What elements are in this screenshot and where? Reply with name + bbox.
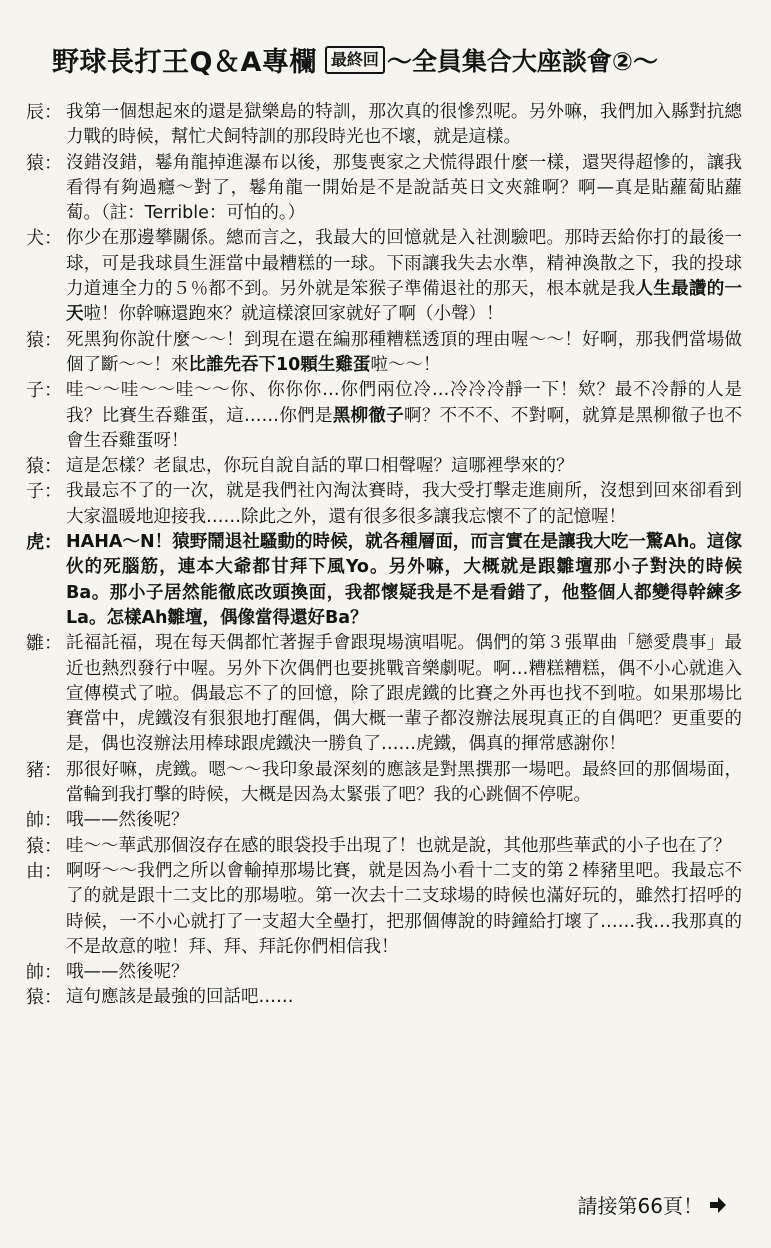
text-segment: 託福託福，現在每天偶都忙著握手會跟現場演唱呢。偶們的第３張單曲「戀愛農事」最近也熱烈發行中喔。另外下次偶們也要挑戰音樂劇呢。啊…糟糕糟糕，偶不小心就進入宣傳模式了啦。偶最忘不了的回憶，除了跟虎鐵的比賽之外再也找不到啦。如果那場比賽當中，虎鐵沒有狠狠地打醒偶，偶大概一輩子都沒辦法展現真正的自偶吧？更重要的是，偶也沒辦法用棒球跟虎鐵決一勝負了……虎鐵，偶真的揮常感謝你！: [66, 633, 742, 755]
dialogue-text: [66, 834, 742, 859]
dialogue-text: [66, 859, 742, 960]
dialogue-text: [66, 631, 742, 757]
speaker-label: 帥：: [26, 962, 62, 984]
dialogue-line: [26, 985, 742, 1010]
speaker-label: 猿：: [26, 987, 62, 1009]
dialogue-text: [66, 378, 742, 454]
text-segment: 那很好嘛，虎鐵。嗯～～我印象最深刻的應該是對黑撰那一場吧。最終回的那個場面，當輪到我打擊的時候，大概是因為太緊張了吧？我的心跳個不停呢。: [66, 759, 742, 806]
dialogue-line: [26, 328, 742, 379]
dialogue-text: [66, 960, 742, 985]
dialogue-line: [26, 960, 742, 985]
text-segment: 你少在那邊攀關係。總而言之，我最大的回憶就是入社測驗吧。那時丟給你打的最後一球，可是我球員生涯當中最糟糕的一球。下雨讓我失去水準，精神渙散之下，我的投球力道連全力的５％都不到。另外就是笨猴子準備退社的那天，根本就是我: [66, 228, 742, 300]
speaker-label: 辰：: [26, 102, 62, 123]
speaker-label: 猿：: [26, 835, 62, 857]
dialogue-line: [26, 151, 742, 227]
text-segment: 啊？不不不、不對啊，就算是黑柳徹子也不會生吞雞蛋呀！: [66, 405, 743, 451]
text-segment: 哦——然後呢？: [66, 810, 189, 831]
dialogue-line: [26, 834, 742, 859]
text-segment: HAHA～N！猿野鬧退社騷動的時候，就各種層面，而言實在是讓我大吃一驚Ah。這傢伙的死腦筋，連本大爺都甘拜下風Yo。另外嘛，大概就是跟雛壇那小子對決的時候Ba。那小子居然能徹底改頭換面，我都懷疑我是不是看錯了，他整個人都變得幹練多La。怎樣Ah雛壇，偶像當得還好Ba？: [66, 532, 742, 628]
speaker-label: 子：: [26, 481, 62, 503]
speaker-label: 猿：: [26, 329, 62, 351]
dialogue-line: [26, 631, 742, 757]
text-segment: 我最忘不了的一次，就是我們社內淘汰賽時，我大受打擊走進廁所，沒想到回來卻看到大家溫暖地迎接我……除此之外，還有很多很多讓我忘懷不了的記憶喔！: [66, 481, 742, 527]
dialogue-text: [66, 151, 742, 227]
dialogue-text: [66, 985, 742, 1010]
page-subtitle: ～全員集合大座談會②～: [386, 46, 659, 76]
speaker-label: 犬：: [26, 228, 62, 250]
speaker-label: 猿：: [26, 152, 62, 174]
dialogue-line: [26, 479, 742, 530]
dialogue-line: [26, 859, 742, 960]
dialogue-text: [66, 328, 742, 379]
text-segment: 啊呀～～我們之所以會輸掉那場比賽，就是因為小看十二支的第２棒豬里吧。我最忘不了的就是跟十二支比的那場啦。第一次去十二支球場的時候也滿好玩的，雖然打招呼的時候，一不小心就打了一支超大全壘打，把那個傳說的時鐘給打壞了……我…我那真的不是故意的啦！拜、拜、拜託你們相信我！: [66, 860, 742, 957]
text-segment: 死黑狗你說什麼～～！到現在還在編那種糟糕透頂的理由喔～～！好啊，那我們當場做個了斷～～！來: [66, 329, 742, 375]
dialogue-text: [66, 100, 742, 151]
final-badge: 最終回: [325, 46, 385, 74]
text-segment: 這句應該是最強的回話吧……: [66, 987, 294, 1008]
text-segment: 我第一個想起來的還是獄樂島的特訓，那次真的很慘烈呢。另外嘛，我們加入縣對抗總力戰的時候，幫忙犬飼特訓的那段時光也不壞，就是這樣。: [66, 102, 742, 148]
speaker-label: 由：: [26, 860, 62, 882]
dialogue-line: [26, 378, 742, 454]
speaker-label: 帥：: [26, 810, 62, 832]
dialogue-line: [26, 758, 742, 809]
speaker-label: 子：: [26, 380, 62, 402]
dialogue-line: [26, 226, 742, 327]
dialogue-line: [26, 100, 742, 151]
text-segment: 哇～～哇～～哇～～你、你你你…你們兩位冷…冷冷冷靜一下！欸？最不冷靜的人是我？比賽生吞雞蛋，這……你們是: [66, 380, 742, 426]
dialogue-text: [66, 808, 742, 833]
continue-note: [578, 1190, 727, 1219]
speaker-label: 雛：: [26, 633, 62, 655]
dialogue-line: [26, 808, 742, 833]
speaker-label: 豬：: [26, 759, 62, 781]
dialogue-line: [26, 530, 742, 631]
dialogue-text: [66, 454, 742, 479]
speaker-label: 猿：: [26, 456, 62, 478]
dialogue-text: [66, 758, 742, 809]
right-arrow-icon: [709, 1196, 727, 1214]
emphasis-text: 比誰先吞下10顆生雞蛋: [188, 354, 371, 375]
text-segment: 這是怎樣？老鼠忠，你玩自說自話的單口相聲喔？這哪裡學來的？: [66, 456, 574, 477]
text-segment: 沒錯沒錯，鬈角龍掉進瀑布以後，那隻喪家之犬慌得跟什麼一樣，還哭得超慘的，讓我看得有夠過癮～對了，鬈角龍一開始是不是說話英日文夾雜啊？啊—真是貼蘿蔔貼蘿蔔。（註：Terrible：可怕的。）: [66, 152, 742, 224]
dialogue-text: [66, 226, 742, 327]
dialogue-list: [26, 100, 742, 1011]
text-segment: 哇～～華武那個沒存在感的眼袋投手出現了！也就是說，其他那些華武的小子也在了？: [66, 835, 731, 856]
page-header: [52, 40, 658, 79]
continue-text: 請接第66頁！: [577, 1194, 703, 1218]
dialogue-text: [66, 530, 742, 631]
speaker-label: 虎：: [26, 532, 62, 554]
text-segment: 啦～～！: [370, 354, 441, 375]
page-title: 野球長打王Q＆A專欄: [52, 47, 317, 78]
text-segment: 啦！你幹嘛還跑來？就這樣滾回家就好了啊（小聲）！: [83, 304, 504, 325]
text-segment: 哦——然後呢？: [66, 962, 189, 983]
dialogue-line: [26, 454, 742, 479]
emphasis-text: 黑柳徹子: [332, 405, 405, 426]
emphasis-text: 人生最讚的一天: [66, 279, 743, 325]
dialogue-text: [66, 479, 742, 530]
